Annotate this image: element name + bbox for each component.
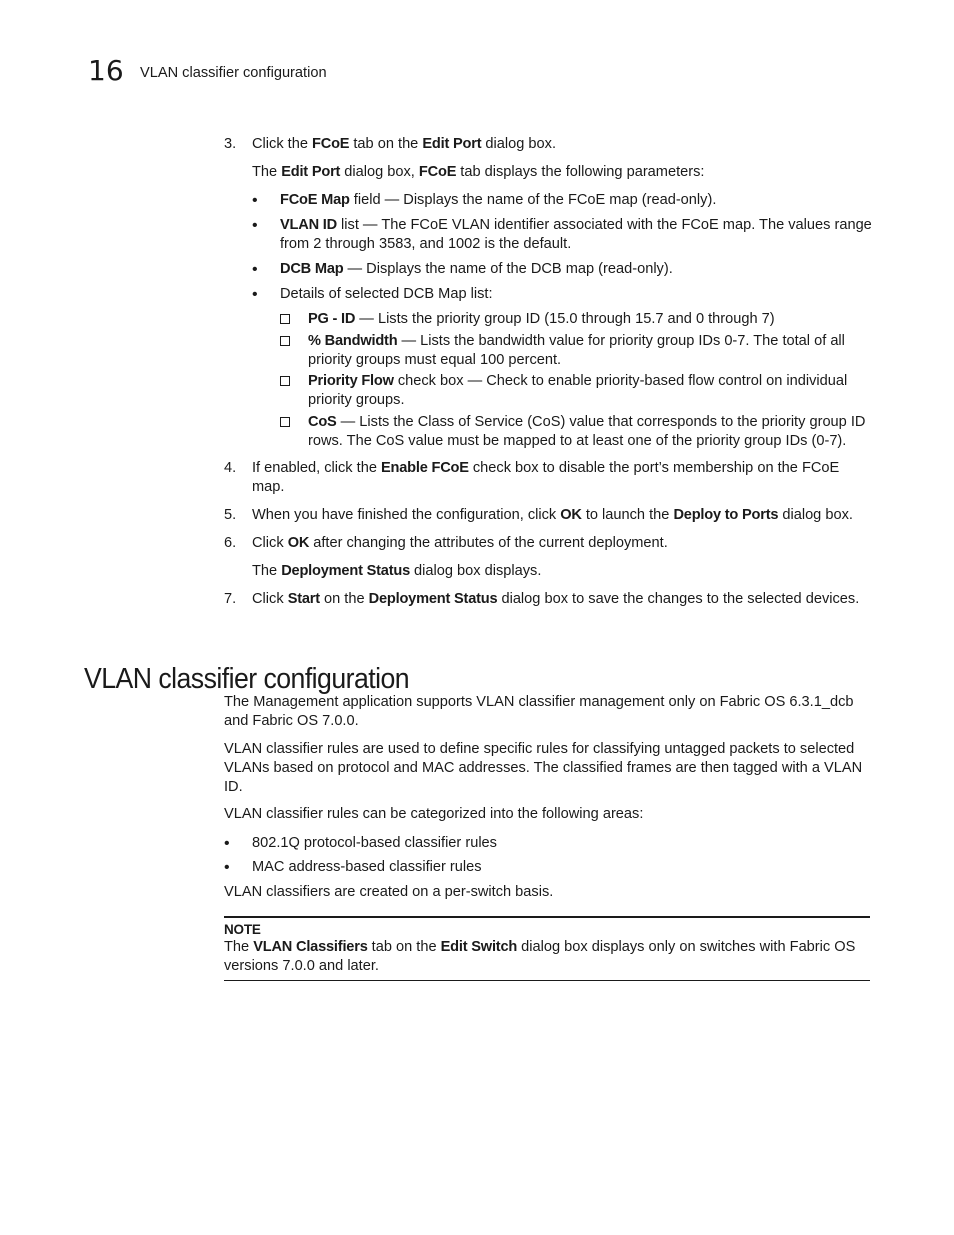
square-bullet-icon	[280, 376, 290, 386]
step-number: 4.	[224, 460, 237, 476]
step-number: 5.	[224, 507, 237, 523]
step-number: 6.	[224, 535, 237, 551]
square-bullet-icon	[280, 417, 290, 427]
note-label: NOTE	[224, 922, 261, 937]
running-title: VLAN classifier configuration	[140, 65, 327, 81]
step-number: 3.	[224, 136, 237, 152]
edit-port-paragraph: The Edit Port dialog box, FCoE tab displays the following parameters:	[252, 164, 705, 180]
note-top-rule	[224, 916, 870, 918]
bullet-dot: •	[252, 261, 258, 278]
deployment-status-paragraph: The Deployment Status dialog box displays.	[252, 563, 542, 579]
note-text: The VLAN Classifiers tab on the Edit Switch dialog box displays only on switches with Fabric OS versions 7.0.0 and later.	[224, 939, 856, 974]
step-number: 7.	[224, 591, 237, 607]
bullet-dot: •	[252, 192, 258, 209]
square-bullet-icon	[280, 336, 290, 346]
bullet-dot: •	[224, 835, 230, 852]
bullet-dot: •	[252, 217, 258, 234]
chapter-number: 16	[88, 54, 124, 87]
bullet-dot: •	[224, 859, 230, 876]
note-bottom-rule	[224, 980, 870, 981]
section-heading: VLAN classifier configuration	[84, 663, 410, 696]
section-paragraph-3: VLAN classifier rules can be categorized into the following areas:	[224, 806, 644, 822]
square-bullet-icon	[280, 314, 290, 324]
section-paragraph-2: VLAN classifier rules are used to define specific rules for classifying untagged packets to selected VLANs based on protocol and MAC addresses. The classified frames are then tagged with a VLAN ID.	[224, 741, 863, 795]
section-paragraph-4: VLAN classifiers are created on a per-switch basis.	[224, 884, 554, 900]
section-paragraph-1: The Management application supports VLAN classifier management only on Fabric OS 6.3.1_dcb and Fabric OS 7.0.0.	[224, 694, 854, 729]
bullet-dot: •	[252, 286, 258, 303]
step-text: Click the FCoE tab on the Edit Port dialog box.	[252, 136, 557, 152]
